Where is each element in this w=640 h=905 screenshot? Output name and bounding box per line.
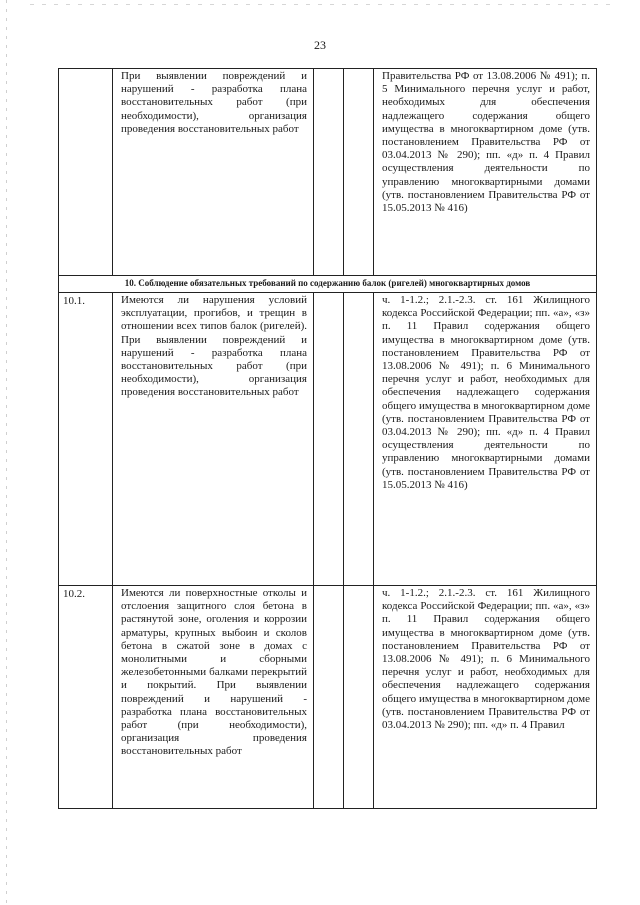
item-number: 10.2. bbox=[59, 586, 113, 809]
answer-cell bbox=[314, 586, 344, 809]
requirement-question: Имеются ли нарушения условий эксплуатации, прогибов, и трещин в отношении всех типов балок (ригелей). При выявлении повреждений и нарушений - разработка плана восстановительных работ (при необходимости), организация проведения восстановительных работ bbox=[113, 293, 314, 586]
page-number: 23 bbox=[314, 38, 326, 52]
table-row bbox=[59, 586, 597, 809]
answer-cell bbox=[344, 69, 374, 276]
section-title: 10. Соблюдение обязательных требований по содержанию балок (ригелей) многоквартирных домов bbox=[59, 276, 597, 293]
scan-artifact-left bbox=[6, 0, 7, 905]
section-header-row bbox=[59, 276, 597, 293]
requirement-question: Имеются ли поверхностные отколы и отслоения защитного слоя бетона в растянутой зоне, оголения и коррозии арматуры, крупных выбоин и сколов бетона в сжатой зоне в домах с монолитными и сборными железобетонными балками перекрытий и покрытий. При выявлении повреждений и нарушений - разработка плана восстановительных работ (при необходимости), организация проведения восстановительных работ bbox=[113, 586, 314, 809]
answer-cell bbox=[344, 586, 374, 809]
answer-cell bbox=[314, 293, 344, 586]
legal-references: ч. 1-1.2.; 2.1.-2.3. ст. 161 Жилищного кодекса Российской Федерации; пп. «а», «з» п. 11 Правил содержания общего имущества в многоквартирном доме (утв. постановлением Правительства РФ от 13.08.2006 № 491); п. 6 Минимального перечня услуг и работ, необходимых для обеспечения надлежащего содержания общего имущества в многоквартирном доме (утв. постановлением Правительства РФ от 03.04.2013 № 290); пп. «д» п. 4 Правил осуществления деятельности по управлению многоквартирными домами (утв. постановлением Правительства РФ от 15.05.2013 № 416) bbox=[374, 293, 597, 586]
answer-cell bbox=[314, 69, 344, 276]
requirements-table bbox=[58, 68, 597, 809]
requirement-question: При выявлении повреждений и нарушений - разработка плана восстановительных работ (при необходимости), организация проведения восстановительных работ bbox=[113, 69, 314, 276]
scan-artifact-top bbox=[30, 4, 610, 5]
legal-references: Правительства РФ от 13.08.2006 № 491); п. 5 Минимального перечня услуг и работ, необходимых для обеспечения надлежащего содержания общего имущества в многоквартирном доме (утв. постановлением Правительства РФ от 03.04.2013 № 290); пп. «д» п. 4 Правил осуществления деятельности по управлению многоквартирными домами (утв. постановлением Правительства РФ от 15.05.2013 № 416) bbox=[374, 69, 597, 276]
legal-references: ч. 1-1.2.; 2.1.-2.3. ст. 161 Жилищного кодекса Российской Федерации; пп. «а», «з» п. 11 Правил содержания общего имущества в многоквартирном доме (утв. постановлением Правительства РФ от 13.08.2006 № 491); п. 6 Минимального перечня услуг и работ, необходимых для обеспечения надлежащего содержания общего имущества в многоквартирном доме (утв. постановлением Правительства РФ от 03.04.2013 № 290); пп. «д» п. 4 Правил bbox=[374, 586, 597, 809]
table-row bbox=[59, 69, 597, 276]
table-row bbox=[59, 293, 597, 586]
item-number: 10.1. bbox=[59, 293, 113, 586]
answer-cell bbox=[344, 293, 374, 586]
item-number bbox=[59, 69, 113, 276]
